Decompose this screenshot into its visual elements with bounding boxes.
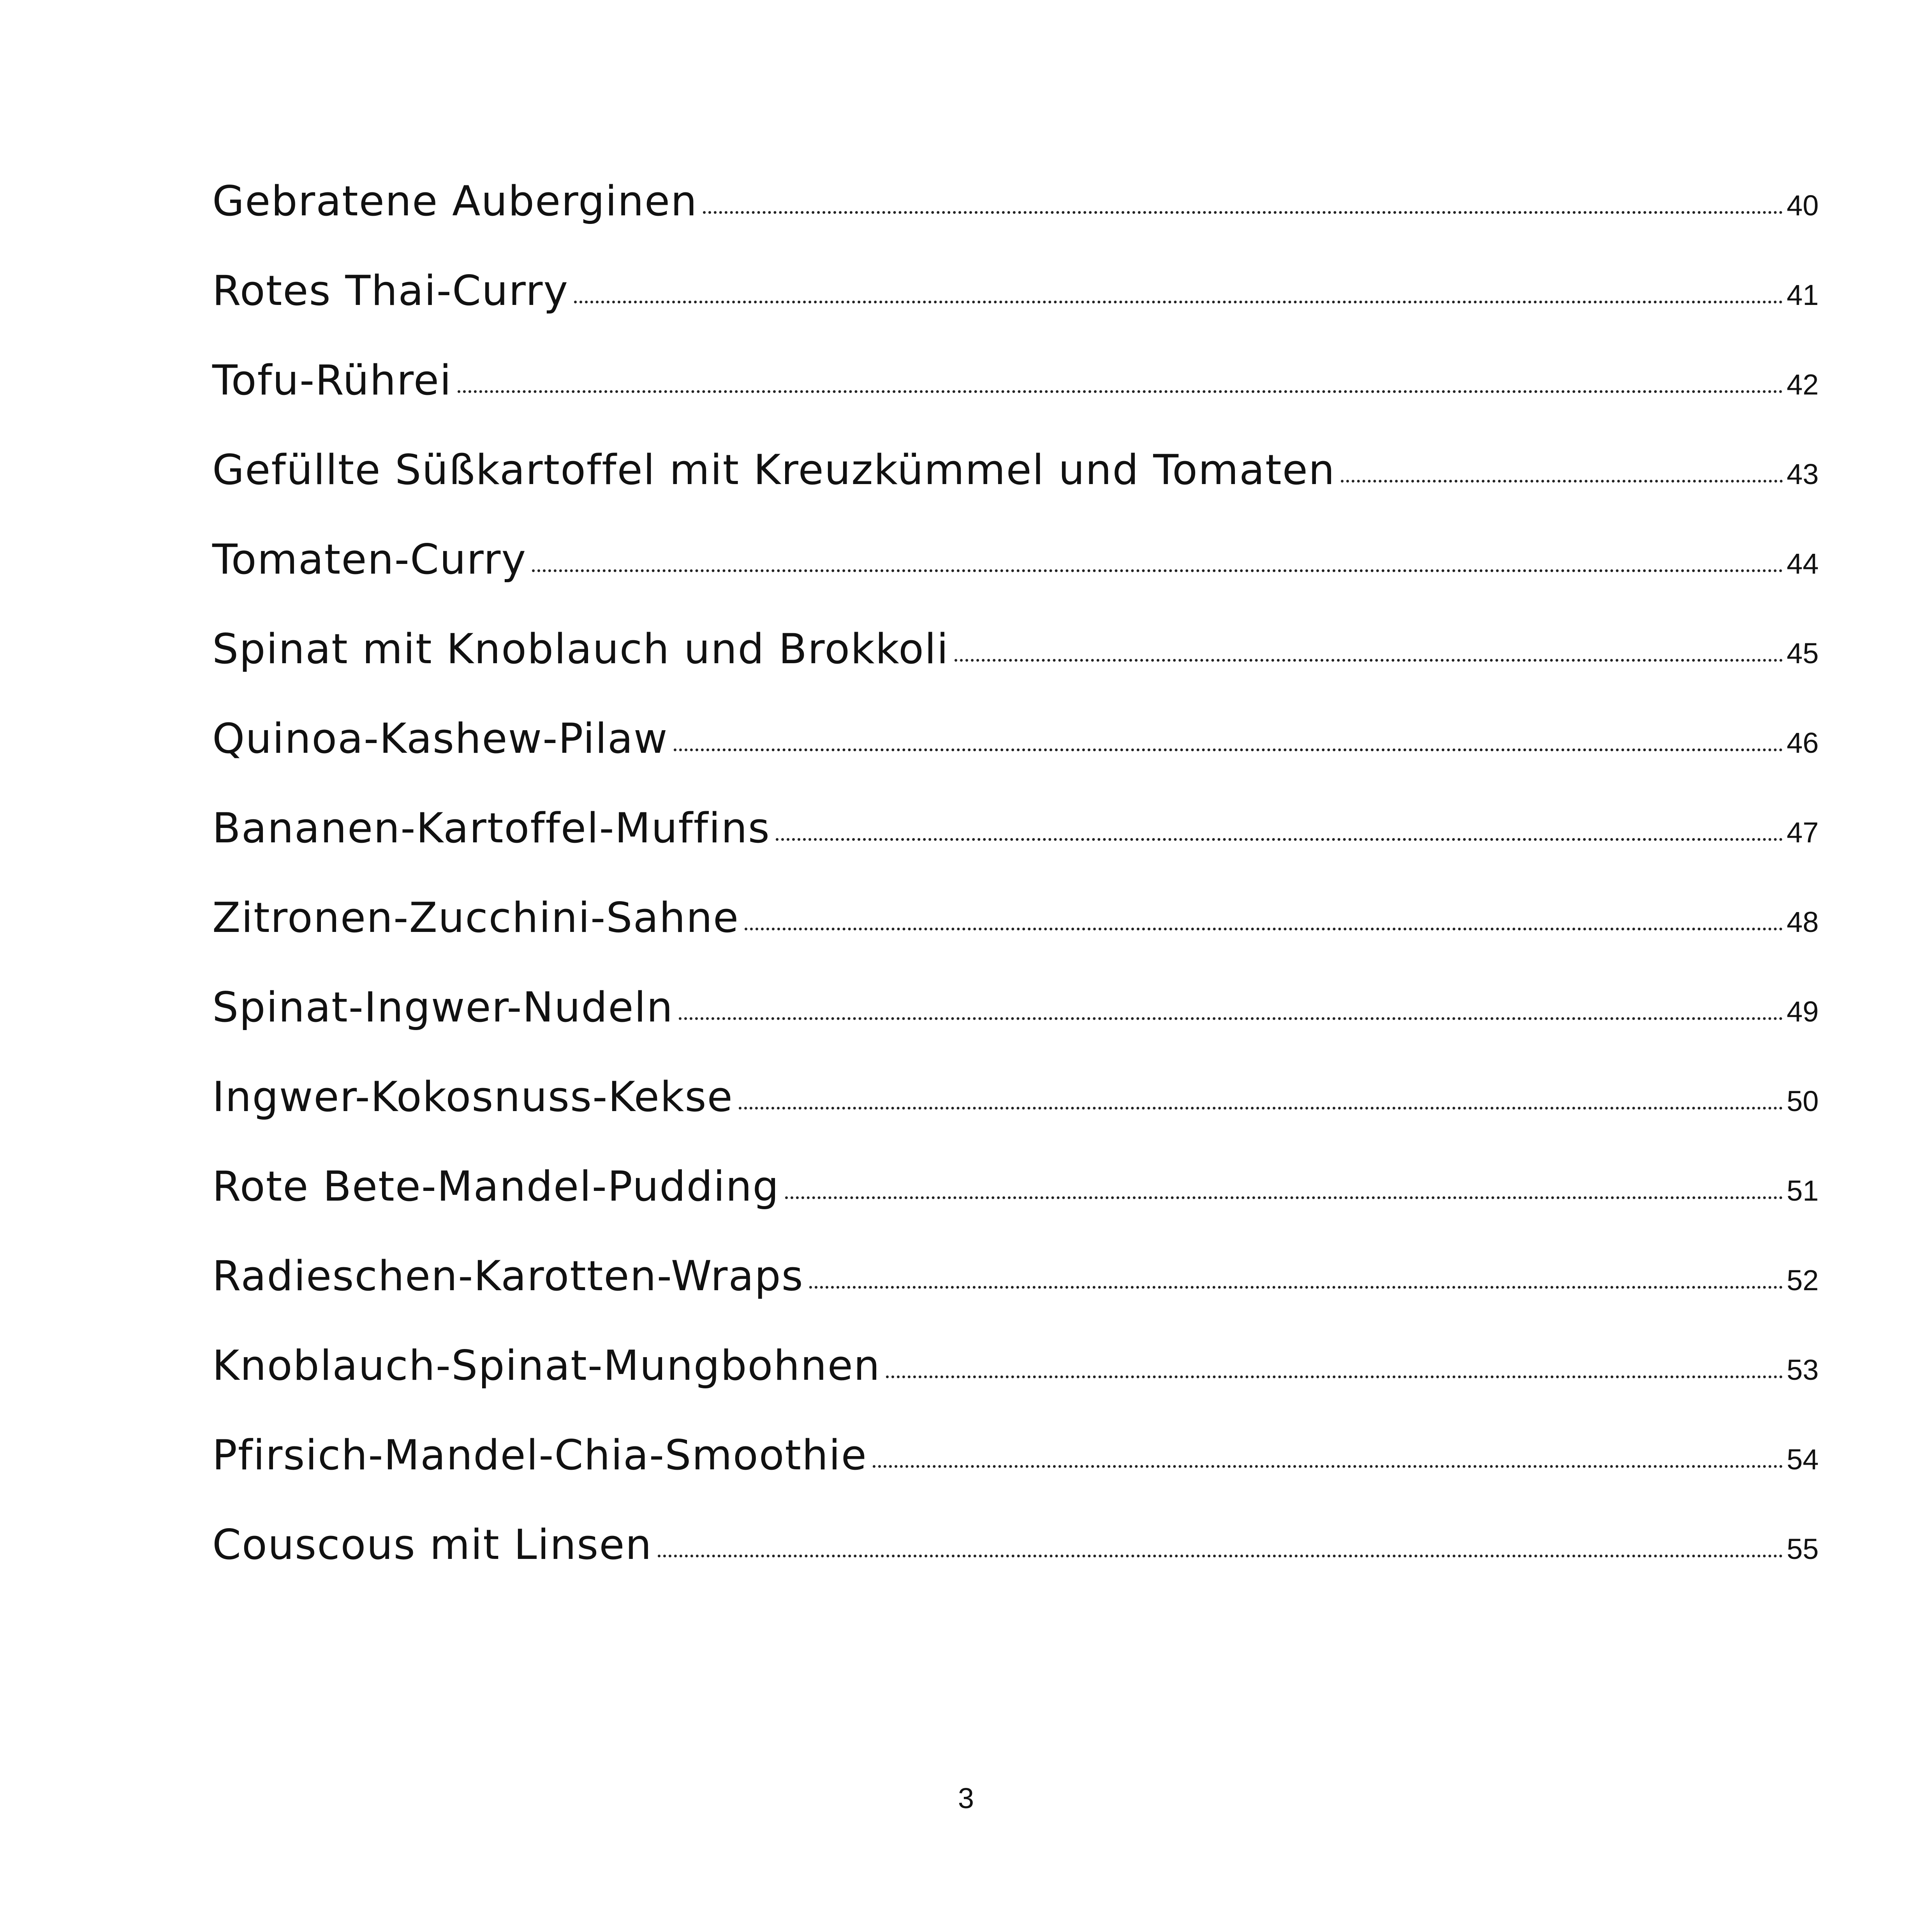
- toc-entry-page: 42: [1786, 368, 1819, 401]
- toc-entry-page: 41: [1786, 279, 1819, 311]
- toc-dot-leader: [809, 1286, 1783, 1289]
- toc-entry-title: Gebratene Auberginen: [212, 177, 698, 225]
- toc-entry-title: Couscous mit Linsen: [212, 1521, 652, 1569]
- toc-entry-title: Bananen-Kartoffel-Muffins: [212, 804, 770, 852]
- toc-entry[interactable]: [212, 1431, 1819, 1521]
- toc-dot-leader: [745, 928, 1782, 930]
- toc-entry-page: 52: [1786, 1264, 1819, 1296]
- toc-dot-leader: [679, 1017, 1782, 1020]
- toc-dot-leader: [1341, 480, 1783, 483]
- toc-entry[interactable]: [212, 894, 1819, 983]
- toc-entry[interactable]: [212, 804, 1819, 894]
- toc-entry-title: Gefüllte Süßkartoffel mit Kreuzkümmel und Tomaten: [212, 446, 1335, 494]
- toc-dot-leader: [574, 301, 1782, 303]
- toc-entry-page: 47: [1786, 816, 1819, 849]
- toc-entry-title: Knoblauch-Spinat-Mungbohnen: [212, 1342, 881, 1390]
- toc-entry-title: Zitronen-Zucchini-Sahne: [212, 894, 740, 942]
- toc-dot-leader: [658, 1555, 1783, 1557]
- toc-dot-leader: [458, 390, 1783, 393]
- toc-entry-title: Quinoa-Kashew-Pilaw: [212, 715, 668, 763]
- toc-entry-page: 49: [1786, 995, 1819, 1028]
- toc-entry-page: 53: [1786, 1354, 1819, 1386]
- toc-entry[interactable]: [212, 356, 1819, 446]
- toc-entry-title: Tomaten-Curry: [212, 535, 527, 583]
- toc-dot-leader: [703, 211, 1782, 214]
- toc-entry-page: 54: [1786, 1443, 1819, 1476]
- toc-entry[interactable]: [212, 535, 1819, 625]
- toc-entry-page: 50: [1786, 1085, 1819, 1117]
- toc-dot-leader: [674, 748, 1783, 751]
- toc-entry[interactable]: [212, 177, 1819, 267]
- toc-dot-leader: [739, 1107, 1783, 1110]
- toc-entry-title: Rotes Thai-Curry: [212, 267, 569, 315]
- toc-entry-title: Ingwer-Kokosnuss-Kekse: [212, 1073, 733, 1121]
- toc-entry-page: 43: [1786, 458, 1819, 490]
- toc-dot-leader: [785, 1196, 1783, 1199]
- page-number: 3: [958, 1782, 974, 1814]
- toc-entry[interactable]: [212, 1073, 1819, 1162]
- toc-dot-leader: [532, 569, 1782, 572]
- toc-entry-title: Spinat-Ingwer-Nudeln: [212, 983, 674, 1031]
- toc-dot-leader: [955, 659, 1783, 662]
- toc-entry-page: 51: [1786, 1175, 1819, 1207]
- toc-entry[interactable]: [212, 446, 1819, 535]
- toc-dot-leader: [776, 838, 1783, 841]
- toc-entry-title: Radieschen-Karotten-Wraps: [212, 1252, 804, 1300]
- toc-entry-title: Pfirsich-Mandel-Chia-Smoothie: [212, 1431, 867, 1479]
- toc-entry-page: 46: [1786, 727, 1819, 759]
- toc-entry-title: Spinat mit Knoblauch und Brokkoli: [212, 625, 949, 673]
- toc-entry[interactable]: [212, 267, 1819, 356]
- toc-entry-title: Tofu-Rührei: [212, 356, 452, 404]
- toc-dot-leader: [886, 1375, 1783, 1378]
- table-of-contents: [212, 177, 1819, 1610]
- toc-entry[interactable]: [212, 983, 1819, 1073]
- toc-entry[interactable]: [212, 1521, 1819, 1610]
- toc-entry[interactable]: [212, 1162, 1819, 1252]
- toc-entry-page: 40: [1786, 189, 1819, 222]
- toc-entry[interactable]: [212, 1342, 1819, 1431]
- toc-entry[interactable]: [212, 1252, 1819, 1342]
- toc-entry-page: 45: [1786, 637, 1819, 669]
- toc-entry-page: 55: [1786, 1533, 1819, 1565]
- toc-entry[interactable]: [212, 625, 1819, 715]
- toc-dot-leader: [873, 1465, 1783, 1468]
- toc-entry-page: 48: [1786, 906, 1819, 938]
- toc-entry[interactable]: [212, 715, 1819, 804]
- toc-entry-title: Rote Bete-Mandel-Pudding: [212, 1162, 780, 1210]
- toc-entry-page: 44: [1786, 548, 1819, 580]
